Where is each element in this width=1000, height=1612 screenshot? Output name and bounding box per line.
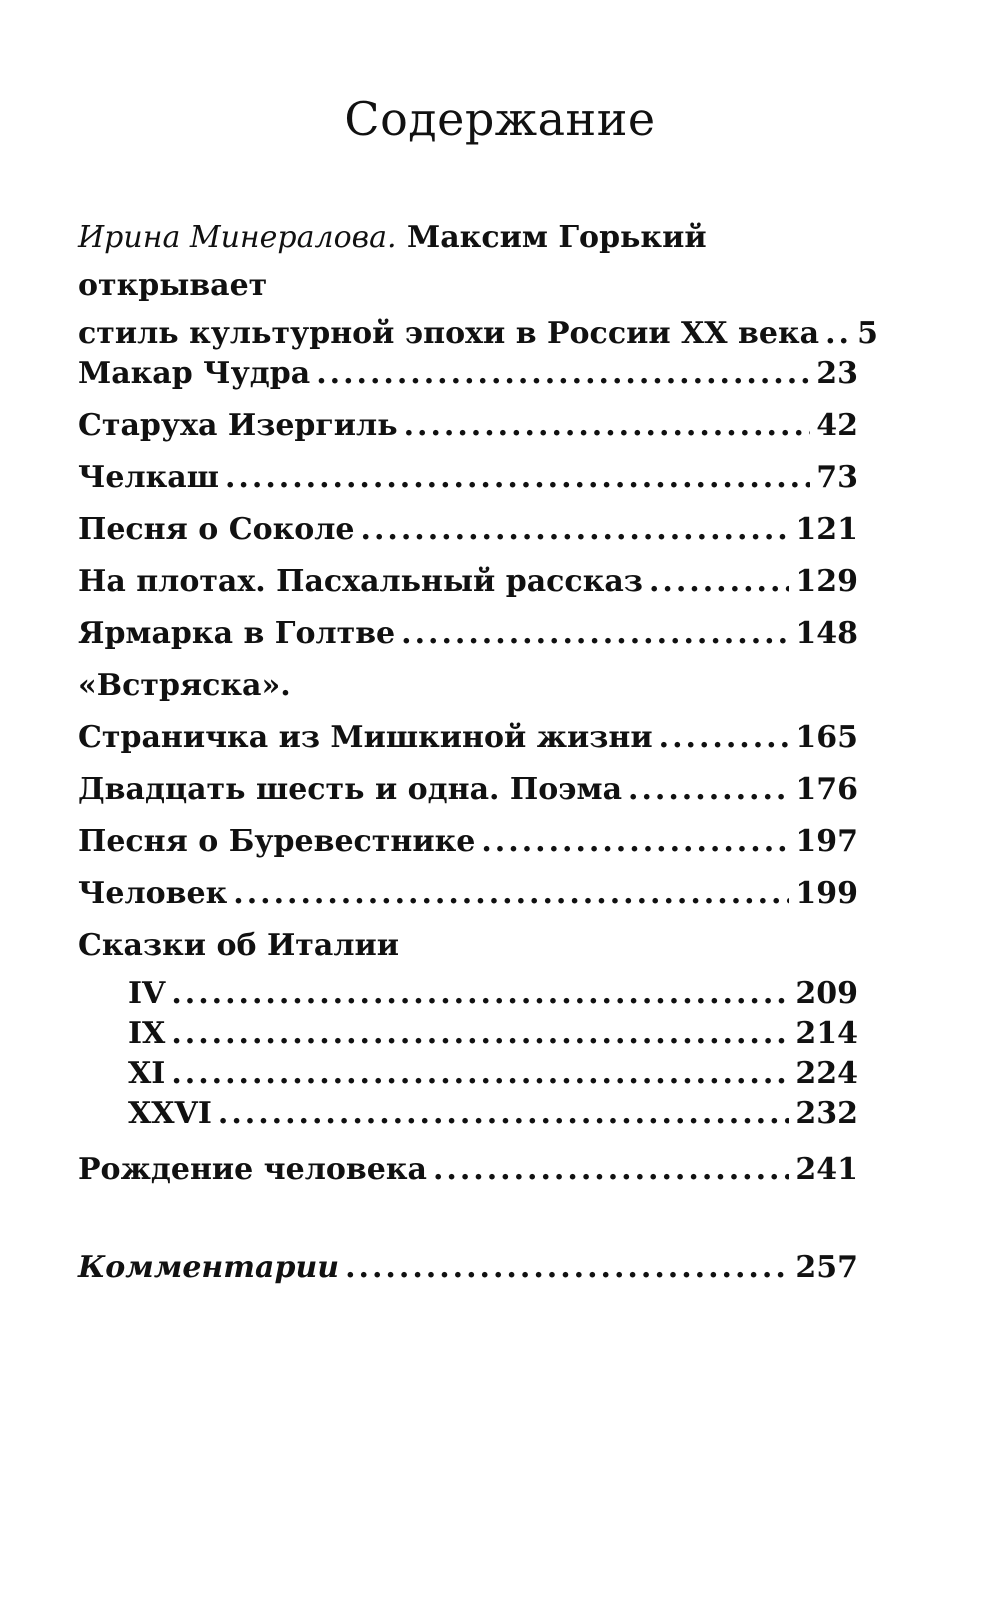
entry-page-number: 197 [795, 824, 858, 859]
entry-page-number: 129 [795, 564, 858, 599]
dot-leader [361, 512, 790, 547]
intro-line-2 [78, 310, 878, 358]
toc-entry-makar-chudra [78, 356, 858, 391]
entry-page-number: 199 [795, 876, 858, 911]
entry-page-number: 73 [816, 460, 858, 495]
entry-page-number: 176 [795, 772, 858, 807]
entry-page-number: 23 [816, 356, 858, 391]
toc-entry-kommentarii [78, 1250, 858, 1285]
entry-title: Песня о Буревестнике [78, 824, 476, 859]
toc-subentry-xi [128, 1056, 858, 1091]
dot-leader [659, 720, 790, 755]
entry-title: Рождение человека [78, 1152, 427, 1187]
dot-leader [404, 408, 811, 443]
entry-title: Макар Чудра [78, 356, 311, 391]
entry-title: Страничка из Мишкиной жизни [78, 720, 653, 755]
entry-title: XI [128, 1056, 166, 1091]
entry-page-number: 257 [795, 1250, 858, 1285]
dot-leader [171, 976, 789, 1011]
toc-entry-chelkash [78, 460, 858, 495]
intro-title-part-2: стиль культурной эпохи в России XX века [78, 316, 820, 351]
dot-leader [218, 1096, 790, 1131]
toc-subentry-iv [128, 976, 858, 1011]
entry-title: Ярмарка в Голтве [78, 616, 396, 651]
entry-page-number: 224 [795, 1056, 858, 1091]
intro-title-part-1: Максим Горький открывает [78, 220, 707, 303]
dot-leader [649, 564, 789, 599]
entry-title: Сказки об Италии [78, 928, 399, 963]
toc-entry-skazki-ob-italii [78, 928, 858, 963]
entry-title: IV [128, 976, 166, 1011]
intro-line-1 [78, 214, 878, 310]
toc-entry-pesnya-o-burevestnike [78, 824, 858, 859]
dot-leader [401, 616, 789, 651]
dot-leader [225, 460, 810, 495]
entry-page-number: 232 [795, 1096, 858, 1131]
entry-title: Песня о Соколе [78, 512, 355, 547]
entry-page-number: 121 [795, 512, 858, 547]
dot-leader [628, 772, 789, 807]
page-title: Содержание [344, 92, 656, 146]
dot-leader [233, 876, 789, 911]
intro-entry [78, 214, 878, 358]
dot-leader [171, 1056, 789, 1091]
entry-title: Двадцать шесть и одна. Поэма [78, 772, 623, 807]
entry-title: Старуха Изергиль [78, 408, 398, 443]
entry-page-number: 42 [816, 408, 858, 443]
dot-leader [481, 824, 789, 859]
entry-title: «Встряска». [78, 668, 291, 703]
dot-leader [171, 1016, 789, 1051]
toc-subentry-ix [128, 1016, 858, 1051]
entry-title: Челкаш [78, 460, 219, 495]
toc-subentry-xxvi [128, 1096, 858, 1131]
toc-entry-starukha-izergil [78, 408, 858, 443]
toc-entry-na-plotakh [78, 564, 858, 599]
intro-page-number: 5 [857, 316, 878, 351]
entry-title: XXVI [128, 1096, 212, 1131]
entry-title: Человек [78, 876, 228, 911]
toc-entry-dvadtsat-shest [78, 772, 858, 807]
entry-title: IX [128, 1016, 166, 1051]
toc-entry-chelovek [78, 876, 858, 911]
entry-page-number: 165 [795, 720, 858, 755]
toc-entry-rozhdenie-cheloveka [78, 1152, 858, 1187]
entry-page-number: 214 [795, 1016, 858, 1051]
dot-leader [433, 1152, 789, 1187]
toc-entry-stranichka [78, 720, 858, 755]
toc-entry-yarmarka-v-goltve [78, 616, 858, 651]
dot-leader [825, 310, 851, 358]
entry-page-number: 241 [795, 1152, 858, 1187]
entry-title: На плотах. Пасхальный рассказ [78, 564, 643, 599]
toc-entry-pesnya-o-sokole [78, 512, 858, 547]
entry-page-number: 209 [795, 976, 858, 1011]
intro-author: Ирина Минералова. [78, 220, 397, 255]
dot-leader [316, 356, 810, 391]
entry-title: Комментарии [78, 1250, 340, 1285]
toc-entry-vstryaska [78, 668, 858, 703]
dot-leader [345, 1250, 789, 1285]
entry-page-number: 148 [795, 616, 858, 651]
